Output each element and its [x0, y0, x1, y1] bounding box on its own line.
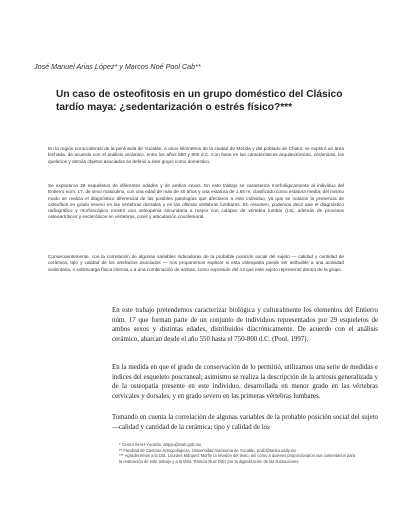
footnote-2: ** Facultad de Ciencias Antropológicas, Universidad Autónoma de Yucatán, pcab@tunku.uady.mx	[119, 447, 297, 453]
abstract-paragraph-2: Se exploraron 28 esqueletos de diferentes edades y de ambos sexos. En este trabajo se caracteriza morfológicamente al individuo del Entierro núm. 17, de sexo masculino, con una edad de más de 40 años y una estatura de 1.65 m, clasificado como estatura media; del mismo modo se realiza el diagnóstico diferencial de las posibles patologías que afectaron a este individuo, ya que se notaron la presencia de osteofitos en grado severo en las vértebras dorsales y en las últimas vértebras lumbares. En resumen, podemos decir que el diagnóstico radiográfico y morfoscópico mostró una osteopenia secundaria a mayor con colapso de vértebra lumbar (L5), además de procesos osteoartríticos y escleróticos en vértebras, coxis y articulación coxofemoral.	[48, 183, 344, 220]
body-paragraph-2: En la medida en que el grado de conservación de lo permitió, utilizamos una serie de medidas e índices del esqueleto poscraneal; asimismo se realiza la descripción de la artrosis generalizada y de la osteopatía presente en este individuo, desarrollada en menor grado en las vértebras cervicales y dorsales, y en grado severo en las primeras vértebras lumbares.	[112, 364, 378, 401]
footnote-1: * Centro INAH-Yucatán, ahpyu@inah.gob.mx	[119, 442, 201, 447]
article-title: Un caso de osteofitosis en un grupo doméstico del Clásico tardío maya: ¿sedentarización o estrés físico?***	[56, 89, 343, 113]
footnotes	[119, 442, 359, 464]
body-paragraph-3: Tomando en cuenta la correlación de algunas variables de la probable posición social del sujeto —calidad y cantidad de la cerámica; tipo y calidad de los	[112, 414, 378, 431]
abstract-paragraph-1: En la región noroccidental de la península de Yucatán, a unos kilómetros de la ciudad de Mérida y del poblado de Cholul, se exploró un área fechada, de acuerdo con el análisis cerámico, entre los años 550 y 800 d.C. Con base en las características arquitectónicas, cerámicas, los quelerios y demás objetos asociados se definió a éste grupo como doméstico.	[48, 146, 344, 164]
abstract-paragraph-3: Consecuentemente, con la correlación de algunas variables indicadoras de la probable posición social del sujeto — calidad y cantidad de cerámica, tipo y calidad de los artefactos asociados — nos proponemos explicar si esta osteopatía puede ser atribuible a una actividad sedentaria, o sobrecarga física intensa o a una combinación de ambas, como expresión del rol que este sujeto representó dentro de la grupo.	[48, 254, 344, 272]
footnote-3: *** Agradecemos a la Dra. Lourdes Márquez Morfín la revisión del texto, así como a quienes proporcionaron sus comentarios para la realización de este trabajo y a la Mtra. Patricia Ruiz Ortiz por la digitalización de las ilustraciones.	[119, 453, 356, 464]
body-paragraph-1: En este trabajo pretendemos caracterizar biológica y culturalmente los elementos del Entierro núm. 17 que forman parte de un conjunto de individuos representados por 29 esqueletos de ambos sexos y distintas edades, distribuidos diacrónicamente. De acuerdo con el análisis cerámico, abarcan desde el año 550 hasta el 750-800 d.C. (Pool, 1997).	[112, 307, 378, 344]
author-line: José Manuel Arias López* y Marcos Noé Pool Cab**	[34, 62, 201, 71]
